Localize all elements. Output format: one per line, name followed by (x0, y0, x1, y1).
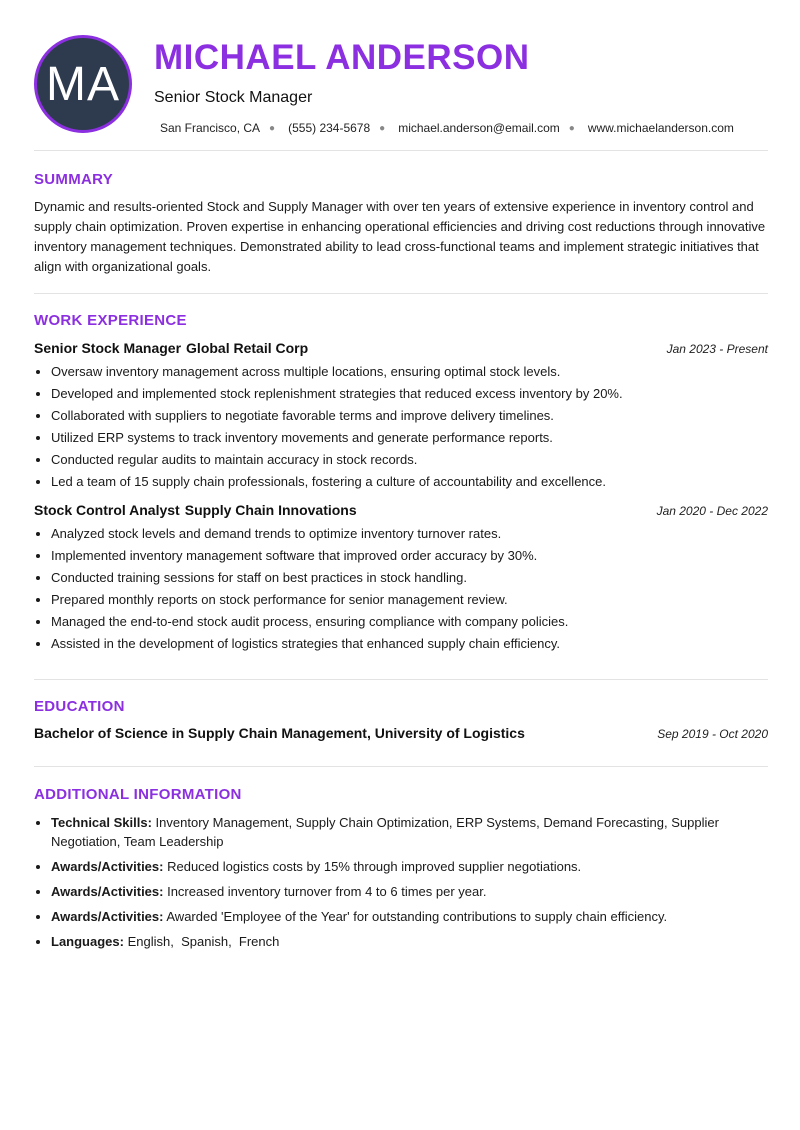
contact-email[interactable]: michael.anderson@email.com (398, 121, 560, 135)
item-text: Inventory Management, Supply Chain Optimization, ERP Systems, Demand Forecasting, Supplier Negotiation, Team Leadership (51, 815, 719, 849)
additional-list (34, 813, 768, 951)
job-title-line (34, 502, 357, 518)
candidate-title: Senior Stock Manager (154, 89, 313, 106)
item-text: Reduced logistics costs by 15% through improved supplier negotiations. (167, 859, 582, 874)
job-title: Senior Stock Manager (34, 340, 182, 356)
summary-text: Dynamic and results-oriented Stock and Supply Manager with over ten years of extensive experience in inventory control and supply chain optimization. Proven expertise in enhancing operational efficiencies and driving cost reductions through innovative inventory management techniques. Demonstrated ability to lead cross-functional teams and implement strategic initiatives that align with organizational goals. (34, 199, 766, 274)
item-label: Awards/Activities: (51, 859, 164, 874)
resume-header (34, 0, 768, 150)
bullet-separator: ● (379, 122, 386, 134)
list-item (51, 813, 768, 851)
education-heading: EDUCATION (34, 698, 125, 715)
item-label: Languages: (51, 934, 124, 949)
job-title: Stock Control Analyst (34, 502, 180, 518)
job-company: Global Retail Corp (186, 340, 309, 356)
education-section (34, 680, 768, 766)
list-item: • Developed and implemented stock replenishment strategies that reduced excess inventory by 20%. (51, 383, 768, 405)
item-label: Technical Skills: (51, 815, 152, 830)
list-item (51, 857, 768, 876)
list-item: • Managed the end-to-end stock audit process, ensuring compliance with company policies. (51, 611, 768, 633)
job-title-line (34, 340, 308, 356)
avatar (34, 35, 132, 133)
job-dates: Jan 2023 - Present (666, 342, 768, 356)
item-label: Awards/Activities: (51, 909, 164, 924)
job-entry (34, 502, 768, 655)
list-item (51, 932, 768, 951)
list-item: • Implemented inventory management software that improved order accuracy by 30%. (51, 545, 768, 567)
list-item (51, 907, 768, 926)
job-bullets (34, 361, 768, 493)
language: , Spanish (170, 934, 228, 949)
job-header (34, 502, 768, 518)
item-label: Awards/Activities: (51, 884, 164, 899)
contact-phone: (555) 234-5678 (288, 121, 371, 135)
item-text: Increased inventory turnover from 4 to 6 times per year. (167, 884, 487, 899)
candidate-name: MICHAEL ANDERSON (154, 38, 530, 77)
contact-website[interactable]: www.michaelanderson.com (587, 121, 734, 135)
list-item: • Conducted training sessions for staff on best practices in stock handling. (51, 567, 768, 589)
degree: Bachelor of Science in Supply Chain Management, University of Logistics (34, 725, 525, 741)
bullet-separator: ● (269, 122, 276, 134)
language: English (127, 934, 171, 949)
job-company: Supply Chain Innovations (184, 502, 357, 518)
experience-section (34, 294, 768, 679)
education-dates: Sep 2019 - Oct 2020 (657, 727, 768, 741)
experience-heading: WORK EXPERIENCE (34, 312, 187, 329)
list-item: • Utilized ERP systems to track inventory movements and generate performance reports. (51, 427, 768, 449)
additional-section (34, 767, 768, 951)
job-bullets (34, 523, 768, 655)
contact-location: San Francisco, CA (160, 121, 261, 135)
list-item: • Assisted in the development of logistics strategies that enhanced supply chain efficiency. (51, 633, 768, 655)
list-item: • Prepared monthly reports on stock performance for senior management review. (51, 589, 768, 611)
list-item: • Oversaw inventory management across multiple locations, ensuring optimal stock levels. (51, 361, 768, 383)
list-item: • Analyzed stock levels and demand trends to optimize inventory turnover rates. (51, 523, 768, 545)
education-entry (34, 725, 768, 741)
contact-info (160, 121, 734, 135)
additional-heading: ADDITIONAL INFORMATION (34, 786, 242, 803)
list-item: • Led a team of 15 supply chain professionals, fostering a culture of accountability and excellence. (51, 471, 768, 493)
language: , French (228, 934, 279, 949)
resume-page (34, 0, 768, 957)
job-dates: Jan 2020 - Dec 2022 (656, 504, 768, 518)
summary-section (34, 151, 768, 293)
job-entry (34, 340, 768, 493)
avatar-initials: MA (46, 57, 120, 111)
job-header (34, 340, 768, 356)
list-item (51, 882, 768, 901)
item-text: Awarded 'Employee of the Year' for outstanding contributions to supply chain efficiency. (166, 909, 668, 924)
list-item: • Conducted regular audits to maintain accuracy in stock records. (51, 449, 768, 471)
list-item: • Collaborated with suppliers to negotiate favorable terms and improve delivery timelines. (51, 405, 768, 427)
bullet-separator: ● (568, 122, 575, 134)
summary-heading: SUMMARY (34, 171, 114, 188)
